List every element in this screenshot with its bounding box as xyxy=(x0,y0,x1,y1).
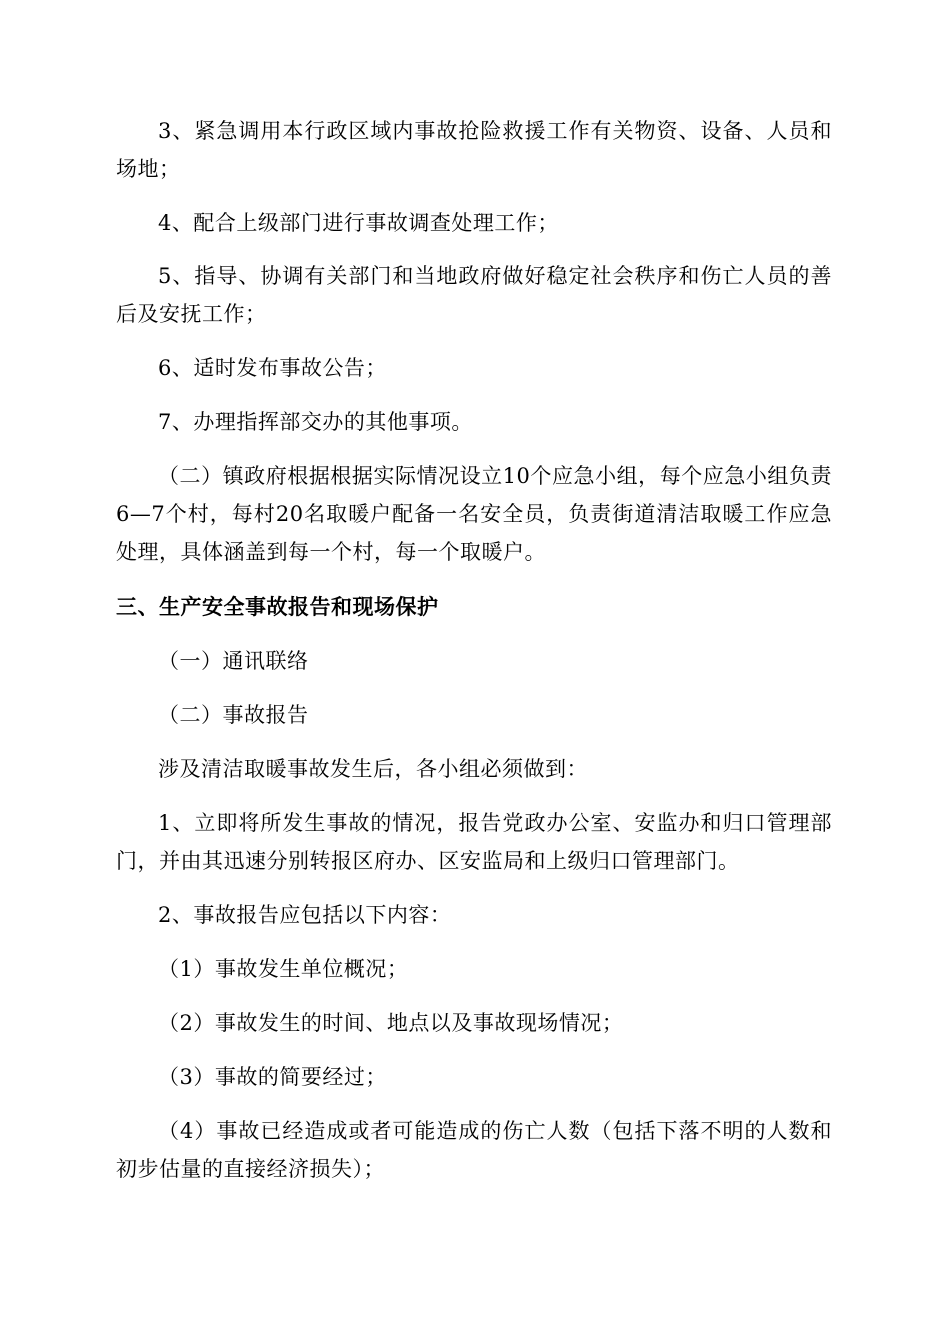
paragraph-item-report-1: 1、立即将所发生事故的情况，报告党政办公室、安监办和归口管理部门，并由其迅速分别转报区府办、区安监局和上级归口管理部门。 xyxy=(116,811,832,873)
subheading-communication: （一）通讯联络 xyxy=(158,649,309,673)
paragraph-item-report-2: 2、事故报告应包括以下内容： xyxy=(158,903,452,927)
paragraph-item-3: 3、紧急调用本行政区域内事故抢险救援工作有关物资、设备、人员和场地； xyxy=(116,119,832,181)
paragraph-subitem-4: （4）事故已经造成或者可能造成的伤亡人数（包括下落不明的人数和初步估量的直接经济损失）； xyxy=(116,1119,832,1181)
subheading-accident-report: （二）事故报告 xyxy=(158,703,309,727)
paragraph-groups-must-do: 涉及清洁取暖事故发生后，各小组必须做到： xyxy=(158,757,588,781)
paragraph-item-4: 4、配合上级部门进行事故调查处理工作； xyxy=(158,211,559,235)
paragraph-item-6: 6、适时发布事故公告； xyxy=(158,356,387,380)
paragraph-subitem-2: （2）事故发生的时间、地点以及事故现场情况； xyxy=(158,1011,624,1035)
paragraph-subitem-3: （3）事故的简要经过； xyxy=(158,1065,387,1089)
paragraph-item-7: 7、办理指挥部交办的其他事项。 xyxy=(158,410,473,434)
section-heading-accident-report: 三、生产安全事故报告和现场保护 xyxy=(116,594,439,619)
paragraph-emergency-groups: （二）镇政府根据根据实际情况设立10个应急小组，每个应急小组负责6—7个村，每村20名取暖户配备一名安全员，负责街道清洁取暖工作应急处理，具体涵盖到每一个村，每一个取暖户。 xyxy=(116,464,832,564)
paragraph-item-5: 5、指导、协调有关部门和当地政府做好稳定社会秩序和伤亡人员的善后及安抚工作； xyxy=(116,264,832,326)
paragraph-subitem-1: （1）事故发生单位概况； xyxy=(158,957,409,981)
